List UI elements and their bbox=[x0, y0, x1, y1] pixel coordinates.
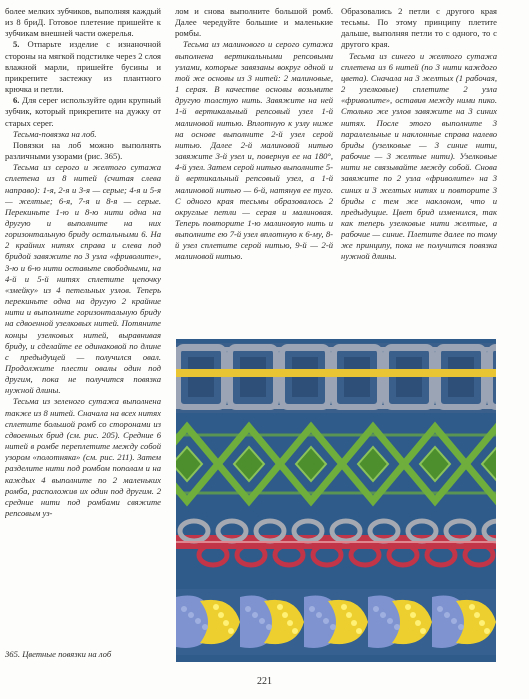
paragraph-text: Тесьма из серого и желтого сутажа сплетена из 8 нитей (считая слева направо): 1-я, 2-я и 3-я — серые; 4-я и 5-я — желтые; 6-я, 7-я и 8-я — серые. Перекиньте 1-ю и 8-ю нити одна на другую и выполните на них горизонтальную бриду остальными 6. На 2 крайних нитях справа и слева под бридой завяжите по 3 узла «фриволите», 3-ю и 6-ю нити оставьте свободными, на 4-й и 5-й нитях сплетите цепочку «змейку» из 4 петельных узлов. Теперь перекиньте одна на другую 2 крайние нити и выполните горизонтальную бриду на сдвоенной узелковых нитей. Потяните концы узелковых нитей, выравнивая бриду, и сделайте ее одинаковой по длине с предыдущей — получился овал. Продолжите плести овалы один под другим, пока не получится повязка нужной длины. bbox=[5, 162, 161, 396]
paragraph-text: более мелких зубчиков, выполняя каждый из 8 бриД. Готовое плетение пришейте к зубчикам внешней части ожерелья. bbox=[5, 6, 161, 39]
paragraph bbox=[5, 95, 161, 128]
subsection-paragraph bbox=[5, 129, 161, 140]
text-column-1 bbox=[5, 6, 161, 674]
paragraph-text: Образовались 2 петли с другого края тесьмы. По этому принципу плетите дальше, выполняя петли то с одного, то с другого края. bbox=[341, 6, 497, 50]
paragraph bbox=[5, 39, 161, 95]
subsection-paragraph bbox=[5, 162, 161, 396]
headbands-photo bbox=[176, 339, 496, 662]
subsection-paragraph bbox=[175, 39, 333, 262]
yellow-cord bbox=[176, 369, 496, 377]
paragraph-text: Тесьма из синего и желтого сутажа сплетена из 6 нитей (по 3 нити каждого цвета). Сначала на 3 желтых (1 рабочая, 2 узелковые) сплетите 2 узла «фриволите», оставив между ними пико. Столько же узлов завяжите на 3 синих нитях. После этого выполните 3 параллельные и наклонные справа налево бриды (узелковые — 3 синие нити, рабочие — 3 желтые нити). Узелковые нити не связывайте между собой. Снова завяжите по 2 узла «фриволите» на 3 синих и 3 желтых нитях и повторите 3 бриды с тем же наклоном, что и предыдущие. Цвет брид изменился, так как теперь узелковые нити желтые, а рабочие — синие. Плетите далее по тому же принципу, пока не получится повязка нужной длины. bbox=[341, 50, 497, 262]
blue-yellow-band bbox=[176, 589, 496, 655]
paragraph bbox=[5, 6, 161, 39]
figure-caption: 365. Цветные повязки на лоб bbox=[5, 649, 112, 659]
paragraph bbox=[5, 140, 161, 162]
subsection-paragraph bbox=[5, 396, 161, 519]
paragraph bbox=[341, 6, 497, 51]
text-column-3 bbox=[341, 6, 497, 328]
paragraph-text: Тесьма-повязка на лоб. bbox=[13, 128, 97, 139]
step-number: 6. bbox=[13, 95, 23, 106]
paragraph-text: Для серег используйте один крупный зубчик, который прикрепите на дужку от старых серег. bbox=[5, 95, 161, 128]
subsection-paragraph bbox=[341, 51, 497, 263]
paragraph-text: Тесьма из малинового и серого сутажа выполнена вертикальными репсовыми узлами, которые завязаны вокруг одной и той же основы из 3 нитей: 2 малиновые, 1 серая. В качестве основы возьмите другую толстую нить. Завяжите на ней 1-й вертикальный репсовый узел 1-й малиновой нитью. Вплотную к узлу ниже на основе выполните 2-й узел серой нитью. Далее 2-й малиновой нитью завяжите 3-й узел и, повернув ее на 180°, 4-й узел. Затем серой нитью выполните 5-й вертикальный репсовый узел, а 1-й малиновой нитью — 6-й, натянув ее туго. С одного края тесьмы образовалось 2 округлые петли — серая и малиновая. Теперь повторите 1-ю малиновую нить и выполните ею 7-й узел вплотную к 6-му, 8-й узел сплетите серой нитью, 9-й — 2-й малиновой нитью. bbox=[175, 39, 333, 262]
step-number: 5. bbox=[13, 39, 28, 50]
paragraph-text: Отпарьте изделие с изнаночной стороны на мягкой подстилке через 2 слоя влажной марли, пришейте бусины и прикрепите застежку из плантного крючка и петли. bbox=[5, 39, 161, 95]
paragraph-text: Тесьма из зеленого сутажа выполнена также из 8 нитей. Сначала на всех нитях сплетите большой ромб со сторонами из сдвоенных брид (см. рис. 205). Средние 6 нитей в ромбе переплетите между собой узором «полотняка» (см. рис. 211). Затем разделите нити под ромбом пополам и на каждых 4 выполните по 2 маленьких ромба, расположив их один под другим. 2 средние нити под ромбами свяжите репсовым уз- bbox=[5, 396, 161, 519]
text-column-2 bbox=[175, 6, 333, 328]
paragraph-text: Повязки на лоб можно выполнять различными узорами (рис. 365). bbox=[5, 139, 161, 162]
paragraph bbox=[175, 6, 333, 39]
page-number: 221 bbox=[257, 676, 272, 687]
paragraph-text: лом и снова выполните большой ромб. Далее чередуйте большие и маленькие ромбы. bbox=[175, 6, 333, 39]
gray-yellow-band bbox=[176, 343, 496, 413]
